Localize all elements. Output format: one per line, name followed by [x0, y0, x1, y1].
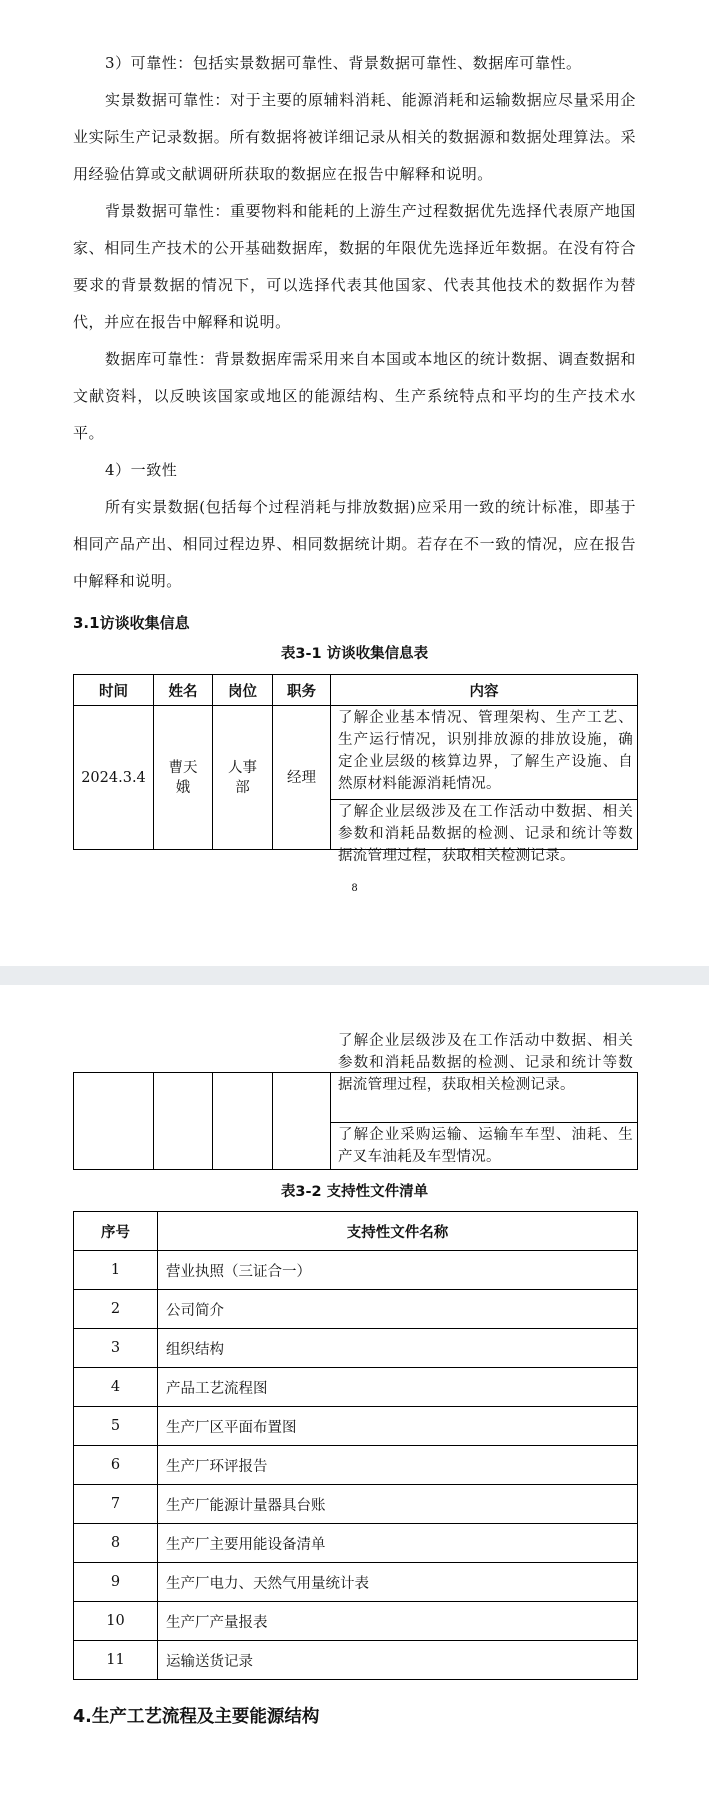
cell-content-2-continued	[331, 1033, 638, 1123]
row-number: 1	[74, 1251, 158, 1290]
content-continued-clip	[338, 1033, 633, 1120]
row-number: 6	[74, 1446, 158, 1485]
document-name: 生产厂区平面布置图	[158, 1407, 638, 1446]
document-name: 生产厂主要用能设备清单	[158, 1524, 638, 1563]
header-post: 岗位	[213, 675, 273, 706]
interview-table-continued	[73, 1033, 638, 1170]
header-serial: 序号	[74, 1212, 158, 1251]
document-name: 生产厂电力、天然气用量统计表	[158, 1563, 638, 1602]
table-row	[74, 1641, 638, 1680]
interview-table	[73, 674, 638, 864]
cell-time: 2024.3.4	[74, 706, 154, 850]
header-name: 姓名	[154, 675, 213, 706]
document-name: 组织结构	[158, 1329, 638, 1368]
paragraph-consistency: 所有实景数据(包括每个过程消耗与排放数据)应采用一致的统计标准，即基于相同产品产出、相同过程边界、相同数据统计期。若存在不一致的情况，应在报告中解释和说明。	[73, 498, 636, 590]
paragraph-database: 数据库可靠性：背景数据库需采用来自本国或本地区的统计数据、调查数据和文献资料，以反映该国家或地区的能源结构、生产系统特点和平均的生产技术水平。	[73, 350, 636, 442]
cell-content-2-continued-text: 了解企业层级涉及在工作活动中数据、相关参数和消耗品数据的检测、记录和统计等数据流管理过程，获取相关检测记录。	[338, 1033, 633, 1093]
cell-content-1: 了解企业基本情况、管理架构、生产工艺、生产运行情况，识别排放源的排放设施，确定企业层级的核算边界，了解生产设施、自然原材料能源消耗情况。	[331, 706, 638, 800]
table-row	[74, 1368, 638, 1407]
document-name: 运输送货记录	[158, 1641, 638, 1680]
table-row	[74, 1563, 638, 1602]
body-text	[73, 45, 636, 600]
row-number: 9	[74, 1563, 158, 1602]
cell-post: 人事部	[213, 706, 273, 850]
row-number: 11	[74, 1641, 158, 1680]
paragraph-background-data: 背景数据可靠性：重要物料和能耗的上游生产过程数据优先选择代表原产地国家、相同生产技术的公开基础数据库，数据的年限优先选择近年数据。在没有符合要求的背景数据的情况下，可以选择代表其他国家、代表其他技术的数据作为替代，并应在报告中解释和说明。	[73, 202, 636, 331]
row-number: 8	[74, 1524, 158, 1563]
table-row	[74, 1524, 638, 1563]
document-page-2	[0, 985, 709, 1816]
supporting-documents-table	[73, 1211, 638, 1680]
header-content: 内容	[331, 675, 638, 706]
table2-caption: 表3-2 支持性文件清单	[280, 1184, 429, 1200]
paragraph-consistency-title: 4）一致性	[105, 461, 178, 479]
table-row	[74, 1407, 638, 1446]
cell-empty	[273, 1073, 331, 1170]
row-number: 5	[74, 1407, 158, 1446]
document-name: 营业执照（三证合一）	[158, 1251, 638, 1290]
table1-caption: 表3-1 访谈收集信息表	[280, 646, 429, 662]
paragraph-scene-data: 实景数据可靠性：对于主要的原辅料消耗、能源消耗和运输数据应尽量采用企业实际生产记录数据。所有数据将被详细记录从相关的数据源和数据处理算法。采用经验估算或文献调研所获取的数据应在报告中解释和说明。	[73, 91, 636, 183]
table-row	[74, 1446, 638, 1485]
document-name: 公司简介	[158, 1290, 638, 1329]
cell-title: 经理	[273, 706, 331, 850]
document-name: 生产厂产量报表	[158, 1602, 638, 1641]
section-heading-process: 4.生产工艺流程及主要能源结构	[73, 1707, 320, 1727]
cell-content-3: 了解企业采购运输、运输车车型、油耗、生产叉车油耗及车型情况。	[331, 1123, 638, 1170]
cell-content-2	[331, 800, 638, 864]
cell-content-2-text: 了解企业层级涉及在工作活动中数据、相关参数和消耗品数据的检测、记录和统计等数据流管理过程，获取相关检测记录。	[338, 804, 633, 864]
paragraph-reliability: 3）可靠性：包括实景数据可靠性、背景数据可靠性、数据库可靠性。	[105, 54, 582, 72]
row-number: 7	[74, 1485, 158, 1524]
table-row	[74, 1329, 638, 1368]
cell-empty	[154, 1073, 213, 1170]
section-heading-interview: 3.1访谈收集信息	[73, 614, 190, 632]
page-number: 8	[351, 883, 358, 894]
cell-empty	[213, 1073, 273, 1170]
table-row	[74, 1485, 638, 1524]
cell-empty	[74, 1073, 154, 1170]
header-time: 时间	[74, 675, 154, 706]
table-row	[74, 1290, 638, 1329]
row-number: 4	[74, 1368, 158, 1407]
cell-name: 曹天娥	[154, 706, 213, 850]
document-name: 生产厂环评报告	[158, 1446, 638, 1485]
row-number: 10	[74, 1602, 158, 1641]
document-name: 产品工艺流程图	[158, 1368, 638, 1407]
table-row	[74, 1251, 638, 1290]
row-number: 3	[74, 1329, 158, 1368]
header-title: 职务	[273, 675, 331, 706]
table-row	[74, 1602, 638, 1641]
header-document-name: 支持性文件名称	[158, 1212, 638, 1251]
row-number: 2	[74, 1290, 158, 1329]
document-name: 生产厂能源计量器具台账	[158, 1485, 638, 1524]
